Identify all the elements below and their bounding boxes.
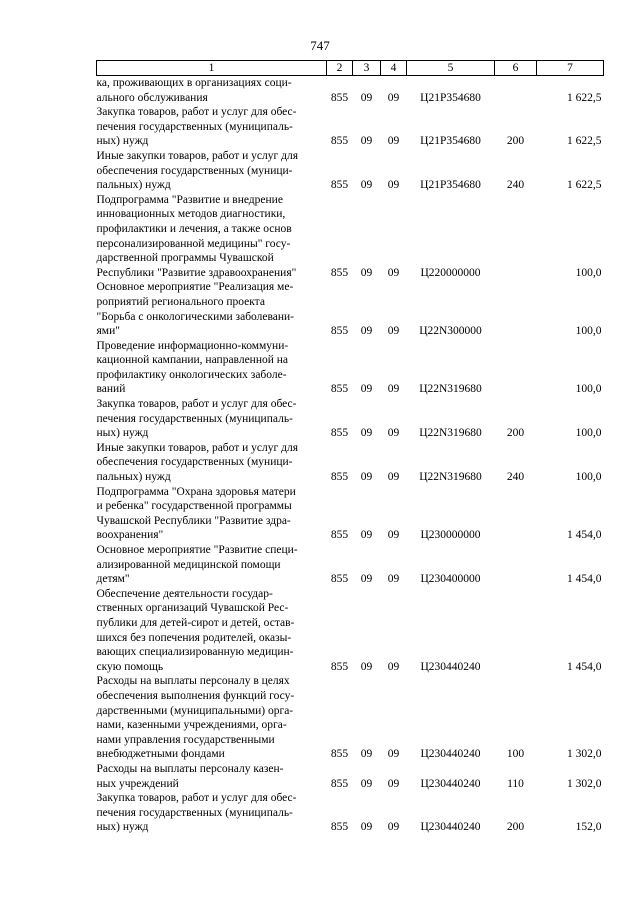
item-name-line: детям": [96, 573, 130, 586]
column-header: 6: [495, 61, 537, 76]
section-code-cell: 09: [360, 179, 373, 192]
item-name-line: ваний: [96, 383, 126, 396]
column-header: 4: [381, 61, 407, 76]
table-row: [97, 76, 604, 106]
target-article-cell: Ц22N319680: [419, 427, 482, 440]
amount-cell: 1 622,5: [567, 135, 602, 148]
item-name-line: инновационных методов диагностики,: [96, 208, 286, 221]
amount-cell: 1 622,5: [567, 91, 602, 104]
target-article-cell: Ц21P354680: [420, 179, 481, 192]
subsection-code-cell: 09: [387, 660, 400, 673]
item-name-line: роприятий регионального проекта: [96, 295, 265, 308]
item-name-line: Подпрограмма "Развитие и внедрение: [96, 193, 283, 206]
item-name-line: Иные закупки товаров, работ и услуг для: [96, 441, 298, 454]
page-number: 747: [310, 38, 330, 53]
item-name-line: нами управления государственными: [96, 733, 275, 746]
subsection-code-cell: 09: [387, 471, 400, 484]
amount-cell: 1 302,0: [567, 748, 602, 761]
item-name-line: Расходы на выплаты персоналу казен-: [96, 762, 284, 775]
table-row: [97, 587, 604, 675]
subsection-code-cell: 09: [387, 325, 400, 338]
item-name-line: Чувашской Республики "Развитие здра-: [96, 514, 291, 527]
expense-type-cell: [495, 485, 537, 543]
item-name-cell: [97, 791, 327, 835]
subsection-code-cell: 09: [387, 179, 400, 192]
item-name-line: Закупка товаров, работ и услуг для обес-: [96, 792, 297, 805]
item-name-line: и ребенка" государственной программы: [96, 500, 292, 513]
item-name-line: профилактики и лечения, а также основ: [96, 222, 292, 235]
subsection-code-cell: 09: [387, 529, 400, 542]
table-row: [97, 339, 604, 397]
table-row: [97, 791, 604, 835]
item-name-line: пальных) нужд: [96, 471, 171, 484]
expense-type-cell: 240: [506, 179, 525, 192]
item-name-line: ального обслуживания: [96, 91, 208, 104]
item-name-cell: [97, 441, 327, 485]
ministry-code-cell: 855: [330, 135, 349, 148]
section-code-cell: 09: [360, 266, 373, 279]
item-name-line: ных учреждений: [96, 777, 179, 790]
subsection-code-cell: 09: [387, 135, 400, 148]
subsection-code-cell: 09: [387, 427, 400, 440]
section-code-cell: 09: [360, 325, 373, 338]
ministry-code-cell: 855: [330, 179, 349, 192]
item-name-line: Иные закупки товаров, работ и услуг для: [96, 149, 298, 162]
ministry-code-cell: 855: [330, 573, 349, 586]
subsection-code-cell: 09: [387, 91, 400, 104]
item-name-line: кационной кампании, направленной на: [96, 354, 289, 367]
amount-cell: 1 454,0: [567, 660, 602, 673]
item-name-line: Расходы на выплаты персоналу в целях: [96, 675, 290, 688]
target-article-cell: Ц22N319680: [419, 471, 482, 484]
item-name-line: внебюджетными фондами: [96, 748, 225, 761]
item-name-line: обеспечения выполнения функций госу-: [96, 689, 295, 702]
item-name-line: ализированной медицинской помощи: [96, 558, 281, 571]
item-name-line: воохранения": [96, 529, 164, 542]
section-code-cell: 09: [360, 821, 373, 834]
expense-type-cell: [495, 339, 537, 397]
expense-type-cell: 240: [506, 471, 525, 484]
item-name-line: публики для детей-сирот и детей, остав-: [96, 616, 295, 629]
target-article-cell: Ц230440240: [420, 748, 481, 761]
item-name-cell: [97, 280, 327, 338]
table-row: [97, 485, 604, 543]
item-name-line: ями": [96, 325, 120, 338]
item-name-line: профилактику онкологических заболе-: [96, 368, 287, 381]
section-code-cell: 09: [360, 135, 373, 148]
target-article-cell: Ц230440240: [420, 821, 481, 834]
subsection-code-cell: 09: [387, 748, 400, 761]
item-name-line: скую помощь: [96, 660, 164, 673]
item-name-line: ных) нужд: [96, 135, 149, 148]
section-code-cell: 09: [360, 777, 373, 790]
item-name-line: Закупка товаров, работ и услуг для обес-: [96, 106, 297, 119]
table-row: [97, 193, 604, 281]
table-row: [97, 149, 604, 193]
column-header: 7: [537, 61, 604, 76]
item-name-cell: [97, 762, 327, 791]
section-code-cell: 09: [360, 383, 373, 396]
amount-cell: 100,0: [575, 427, 602, 440]
ministry-code-cell: 855: [330, 821, 349, 834]
table-row: [97, 674, 604, 762]
expense-type-cell: 110: [507, 777, 524, 790]
item-name-line: шихся без попечения родителей, оказы-: [96, 631, 292, 644]
ministry-code-cell: 855: [330, 777, 349, 790]
item-name-line: Закупка товаров, работ и услуг для обес-: [96, 398, 297, 411]
item-name-line: Республики "Развитие здравоохранения": [96, 266, 297, 279]
section-code-cell: 09: [360, 748, 373, 761]
section-code-cell: 09: [360, 573, 373, 586]
item-name-line: ка, проживающих в организациях соци-: [96, 77, 292, 89]
item-name-line: "Борьба с онкологическими заболевани-: [96, 310, 295, 323]
amount-cell: 1 454,0: [567, 573, 602, 586]
item-name-line: обеспечения государственных (муници-: [96, 164, 293, 177]
item-name-line: ных) нужд: [96, 821, 149, 834]
column-header: 3: [353, 61, 381, 76]
target-article-cell: Ц220000000: [420, 266, 481, 279]
target-article-cell: Ц230000000: [420, 529, 481, 542]
item-name-cell: [97, 674, 327, 762]
target-article-cell: Ц21P354680: [420, 135, 481, 148]
table-row: [97, 762, 604, 791]
item-name-line: печения государственных (муниципаль-: [96, 412, 293, 425]
item-name-line: дарственной программы Чувашской: [96, 252, 274, 265]
table-row: [97, 441, 604, 485]
item-name-cell: [97, 76, 327, 106]
column-header: 5: [407, 61, 495, 76]
subsection-code-cell: 09: [387, 573, 400, 586]
item-name-cell: [97, 149, 327, 193]
expense-type-cell: [495, 280, 537, 338]
ministry-code-cell: 855: [330, 660, 349, 673]
ministry-code-cell: 855: [330, 471, 349, 484]
ministry-code-cell: 855: [330, 91, 349, 104]
table-header-row: [97, 61, 604, 76]
item-name-line: Обеспечение деятельности государ-: [96, 587, 273, 600]
section-code-cell: 09: [360, 471, 373, 484]
ministry-code-cell: 855: [330, 383, 349, 396]
item-name-cell: [97, 339, 327, 397]
item-name-cell: [97, 397, 327, 441]
item-name-line: Основное мероприятие "Реализация ме-: [96, 281, 294, 294]
expense-type-cell: [495, 76, 537, 106]
amount-cell: 1 302,0: [567, 777, 602, 790]
amount-cell: 1 622,5: [567, 179, 602, 192]
expense-type-cell: [495, 543, 537, 587]
amount-cell: 1 454,0: [567, 529, 602, 542]
table-body: [97, 76, 604, 835]
item-name-line: Проведение информационно-коммуни-: [96, 339, 289, 352]
target-article-cell: Ц21P354680: [420, 91, 481, 104]
item-name-cell: [97, 193, 327, 281]
expense-type-cell: 200: [506, 427, 525, 440]
amount-cell: 100,0: [575, 471, 602, 484]
ministry-code-cell: 855: [330, 529, 349, 542]
item-name-line: дарственными (муниципальными) орга-: [96, 704, 294, 717]
subsection-code-cell: 09: [387, 777, 400, 790]
section-code-cell: 09: [360, 660, 373, 673]
item-name-line: персонализированной медицины" госу-: [96, 237, 291, 250]
ministry-code-cell: 855: [330, 427, 349, 440]
item-name-cell: [97, 105, 327, 149]
table-row: [97, 105, 604, 149]
amount-cell: 100,0: [575, 325, 602, 338]
item-name-cell: [97, 543, 327, 587]
item-name-line: пальных) нужд: [96, 179, 171, 192]
target-article-cell: Ц22N300000: [419, 325, 482, 338]
section-code-cell: 09: [360, 529, 373, 542]
target-article-cell: Ц230440240: [420, 660, 481, 673]
item-name-line: печения государственных (муниципаль-: [96, 120, 293, 133]
table-row: [97, 280, 604, 338]
expense-type-cell: 100: [506, 748, 525, 761]
amount-cell: 100,0: [575, 266, 602, 279]
column-header: 1: [97, 61, 327, 76]
subsection-code-cell: 09: [387, 383, 400, 396]
expense-type-cell: [495, 587, 537, 675]
ministry-code-cell: 855: [330, 325, 349, 338]
amount-cell: 152,0: [575, 821, 602, 834]
item-name-line: ных) нужд: [96, 427, 149, 440]
item-name-line: обеспечения государственных (муници-: [96, 456, 293, 469]
item-name-cell: [97, 587, 327, 675]
section-code-cell: 09: [360, 91, 373, 104]
item-name-line: Подпрограмма "Охрана здоровья матери: [96, 485, 296, 498]
target-article-cell: Ц22N319680: [419, 383, 482, 396]
amount-cell: 100,0: [575, 383, 602, 396]
subsection-code-cell: 09: [387, 266, 400, 279]
item-name-line: нами, казенными учреждениями, орга-: [96, 719, 287, 732]
budget-table: [96, 60, 604, 835]
section-code-cell: 09: [360, 427, 373, 440]
ministry-code-cell: 855: [330, 266, 349, 279]
subsection-code-cell: 09: [387, 821, 400, 834]
target-article-cell: Ц230400000: [420, 573, 481, 586]
item-name-line: ственных организаций Чувашской Рес-: [96, 602, 289, 615]
item-name-line: печения государственных (муниципаль-: [96, 806, 293, 819]
expense-type-cell: 200: [506, 135, 525, 148]
item-name-cell: [97, 485, 327, 543]
column-header: 2: [327, 61, 353, 76]
ministry-code-cell: 855: [330, 748, 349, 761]
expense-type-cell: 200: [506, 821, 525, 834]
expense-type-cell: [495, 193, 537, 281]
table-row: [97, 397, 604, 441]
table-row: [97, 543, 604, 587]
item-name-line: Основное мероприятие "Развитие специ-: [96, 544, 298, 556]
item-name-line: вающих специализированную медицин-: [96, 646, 294, 659]
target-article-cell: Ц230440240: [420, 777, 481, 790]
